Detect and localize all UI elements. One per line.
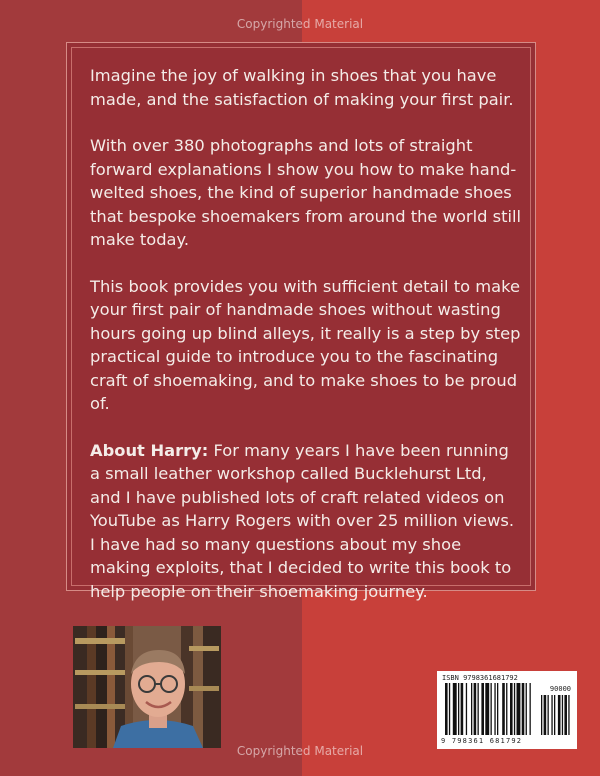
about-author-paragraph — [90, 439, 522, 604]
blurb-paragraph-1: Imagine the joy of walking in shoes that you have made, and the satisfaction of making your first pair. — [90, 66, 514, 109]
isbn-label: ISBN 9798361681792 — [442, 674, 518, 682]
author-photo-illustration — [73, 626, 221, 748]
watermark-top: Copyrighted Material — [236, 17, 364, 31]
price-code: 90000 — [549, 685, 571, 693]
about-author-text: For many years I have been running a small leather workshop called Bucklehurst Ltd, and I have published lots of craft related videos on YouTube as Harry Rogers with over 25 million views. I have had so many questions about my shoe making exploits, that I decided to write this book to help people on their shoemaking journey. — [90, 440, 515, 601]
blurb-paragraph-2: With over 380 photographs and lots of straight forward explanations I show you how to make hand-welted shoes, the kind of superior handmade shoes that bespoke shoemakers from around the world still make today. — [90, 136, 522, 249]
barcode-digits: 9 798361 681792 — [441, 737, 523, 745]
about-author-label: About Harry: — [90, 440, 209, 460]
blurb-paragraph-3: This book provides you with sufficient detail to make your first pair of handmade shoes without wasting hours going up blind alleys, it really is a step by step practical guide to introduce you to the fascinating craft of shoemaking, and to make shoes to be proud of. — [90, 276, 521, 413]
author-photo — [73, 626, 221, 748]
isbn-barcode — [437, 671, 577, 749]
watermark-bottom: Copyrighted Material — [236, 744, 364, 758]
back-cover-blurb — [90, 64, 522, 626]
